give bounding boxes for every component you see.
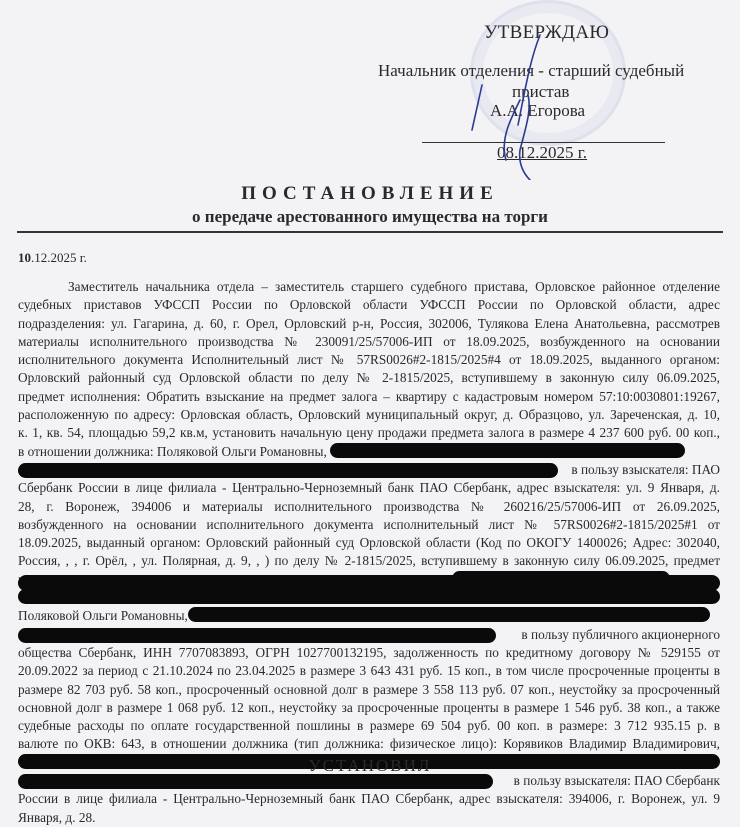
creditor2-text: в пользу публичного акционерного: [521, 626, 720, 642]
section-heading: УСТАНОВИЛ: [308, 756, 432, 775]
body-line: судебные расходы по оплате государственной пошлины в размере 69 504 руб. 00 коп. в размере: 3 712 935.15 р. в: [18, 718, 720, 734]
body-line: Сбербанк России в лице филиала - Центрально-Черноземный банк ПАО Сбербанк, адрес взыскателя: ул. 9 Января, д.: [18, 480, 720, 496]
creditor3-text: в пользу взыскателя: ПАО Сбербанк: [513, 773, 720, 789]
body-line: 28, г. Воронеж, 394006 и материалы исполнительного производства № 260216/25/57006-ИП от 26.09.2025,: [18, 498, 720, 514]
body-line: основной долг в размере 1 068 руб. 12 коп., неустойку за просроченные проценты в размере 1 546 руб. 38 коп., а также: [18, 699, 720, 715]
document-date: [18, 250, 87, 266]
body-line: исполнительного документа Исполнительный лист № 57RS0026#2-1815/2025#4 от 18.09.2025, выданного органом:: [18, 352, 720, 368]
debtor-text: в отношении должника: Поляковой Ольги Романовны,: [18, 443, 327, 459]
body-line: Января, д. 28.: [18, 809, 96, 825]
body-line-creditor2: [18, 626, 720, 644]
redaction-bar: [18, 575, 720, 591]
body-line: подразделения: ул. Гагарина, д. 60, г. Орел, Орловский р-н, Россия, 302006, Тулякова Елена Анатольевна, рассмотрев: [18, 315, 720, 331]
title-divider: [17, 231, 723, 233]
body-line: 18.09.2025, выданный органом: Орловский районный суд Орловской области (Код по ОКОГУ 1400026; Адрес: 302040,: [18, 535, 720, 551]
body-line: Орловский районный суд Орловской области по делу № 2-1815/2025, вступившему в законную силу 06.09.2025,: [18, 370, 720, 386]
body-line: материалы исполнительного производства № 230091/25/57006-ИП от 18.09.2025, возбужденного на основании: [18, 333, 720, 349]
body-line: Россия, , , г. Орёл, , ул. Полярная, д. 9, , ) по делу № 2-1815/2025, вступившему в законную силу 06.09.2025, предмет: [18, 553, 720, 569]
approver-position: Начальник отделения - старший судебный: [378, 61, 685, 80]
redaction-bar: [330, 443, 685, 458]
document-body: [18, 278, 720, 827]
body-line: общества Сбербанк, ИНН 7707083893, ОГРН 1027700132195, задолженность по кредитному договору № 529155 от: [18, 644, 720, 660]
body-line-codebtor: [18, 607, 720, 625]
body-line-creditor: [18, 461, 720, 479]
body-line: к. 1, кв. 54, площадью 59,2 кв.м, установить начальную цену продажи предмета залога в размере 4 237 600 руб. 00 коп.,: [18, 425, 720, 441]
body-line: возбужденного на основании исполнительного документа исполнительный лист № 57RS0026#2-1815/2025#1 от: [18, 516, 720, 532]
approver-name: А.А. Егорова: [490, 101, 586, 120]
codebtor-text: Поляковой Ольги Романовны,: [18, 608, 188, 624]
approver-position-cont: пристав: [512, 82, 570, 101]
document-date-rest: .12.2025 г.: [31, 250, 87, 265]
body-line: 20.09.2022 за период с 21.10.2024 по 23.04.2025 в размере 3 643 431 руб. 15 коп., в том числе просроченные проценты в: [18, 663, 720, 679]
body-line: предмет исполнения: Обратить взыскание на предмет залога – квартиру с кадастровым номером 57:10:0030801:19267,: [18, 388, 720, 404]
handwritten-signature-icon: [470, 30, 590, 180]
document-title: ПОСТАНОВЛЕНИЕ: [241, 183, 499, 204]
body-line: судебных приставов УФССП России по Орловской области УФССП России по Орловской области, адрес: [18, 297, 720, 313]
body-line-debtor: [18, 443, 720, 461]
approval-heading: УТВЕРЖДАЮ: [484, 22, 610, 43]
approval-date: 08.12.2025 г.: [497, 143, 588, 162]
body-line: России в лице филиала - Центрально-Черноземный банк ПАО Сбербанк, адрес взыскателя: 394006, г. Воронеж, ул. 9: [18, 791, 720, 807]
redaction-bar: [18, 628, 496, 643]
redaction-bar: [188, 607, 710, 622]
body-line: валюте по ОКВ: 643, в отношении должника (тип должника: физическое лицо): Корявиков Владимир Владимирович,: [18, 736, 720, 752]
document-subtitle: о передаче арестованного имущества на торги: [192, 207, 548, 226]
body-line: расположенную по адресу: Орловская область, Орловский муниципальный округ, д. Образцово, ул. Зареченская, д. 10,: [18, 407, 720, 423]
redaction-bar: [18, 589, 720, 604]
redaction-bar: [18, 774, 493, 789]
creditor-text: в пользу взыскателя: ПАО: [571, 461, 720, 477]
body-line: Заместитель начальника отдела – заместитель старшего судебного пристава, Орловское районное отделение: [68, 279, 720, 294]
document-date-day: 10: [18, 250, 31, 265]
redaction-bar: [18, 463, 558, 478]
body-line: размере 82 703 руб. 58 коп., просроченный основной долг в размере 3 558 113 руб. 07 коп., неустойку за просроченный: [18, 681, 720, 697]
body-line-redacted: [18, 589, 720, 607]
